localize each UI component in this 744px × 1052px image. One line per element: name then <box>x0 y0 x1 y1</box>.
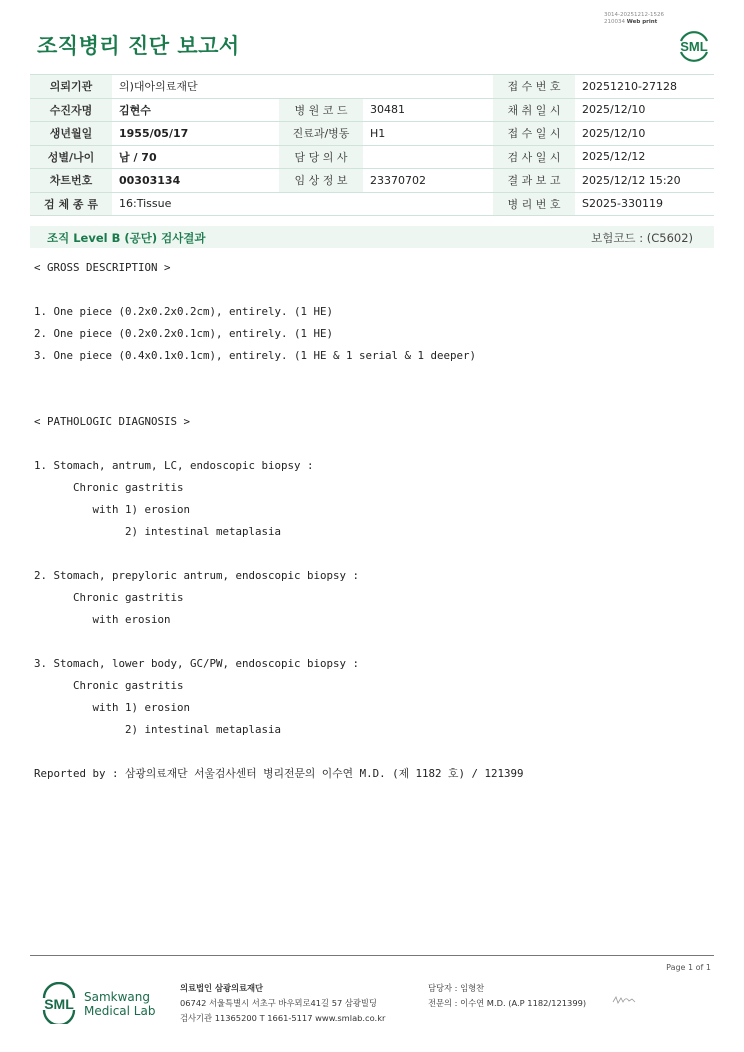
info-row <box>30 98 714 122</box>
patient-info-table <box>30 74 714 216</box>
info-value: 1955/05/17 <box>112 122 279 146</box>
report-line <box>34 437 523 459</box>
info-value: 2025/12/10 <box>575 122 714 146</box>
info-label: 성별/나이 <box>30 145 112 169</box>
report-line <box>34 547 523 569</box>
report-line: Chronic gastritis <box>34 679 184 692</box>
info-value: 김현수 <box>112 98 279 122</box>
info-label: 접 수 번 호 <box>493 75 575 99</box>
print-code <box>604 12 664 26</box>
report-line: < PATHOLOGIC DIAGNOSIS > <box>34 415 191 428</box>
organization-info <box>180 981 385 1026</box>
report-line: < GROSS DESCRIPTION > <box>34 261 171 274</box>
brand-line2: Medical Lab <box>84 1004 156 1018</box>
info-value: 2025/12/12 15:20 <box>575 169 714 193</box>
org-contact: 검사기관 11365200 T 1661-5117 www.smlab.co.kr <box>180 1013 386 1023</box>
info-label: 진료과/병동 <box>279 122 363 146</box>
info-label: 채 취 일 시 <box>493 98 575 122</box>
report-line: 3. Stomach, lower body, GC/PW, endoscopic biopsy : <box>34 657 360 670</box>
info-label: 검 체 종 류 <box>30 192 112 216</box>
info-value: 00303134 <box>112 169 279 193</box>
sml-footer-logo <box>37 982 81 1024</box>
info-value: 의)대아의료재단 <box>112 75 279 99</box>
print-code-line2: 210034 Web print <box>604 19 658 25</box>
report-line: 2) intestinal metaplasia <box>34 723 282 736</box>
info-row <box>30 122 714 146</box>
signature-icon <box>612 995 636 1005</box>
report-line: 2. One piece (0.2x0.2x0.1cm), entirely. (1 HE) <box>34 327 334 340</box>
staff-info <box>428 981 586 1011</box>
info-label <box>279 75 363 99</box>
print-code-line1: 3014-20251212-1526 <box>604 12 664 18</box>
report-line: 1. One piece (0.2x0.2x0.2cm), entirely. (1 HE) <box>34 305 334 318</box>
report-line: with 1) erosion <box>34 701 191 714</box>
info-label: 검 사 일 시 <box>493 145 575 169</box>
brand-name <box>84 990 155 1018</box>
report-line <box>34 393 523 415</box>
report-line: 2. Stomach, prepyloric antrum, endoscopic biopsy : <box>34 569 360 582</box>
footer-divider <box>30 955 714 956</box>
report-body <box>34 261 523 789</box>
report-line: with 1) erosion <box>34 503 191 516</box>
info-value: 남 / 70 <box>112 145 279 169</box>
info-label: 생년월일 <box>30 122 112 146</box>
info-value: 20251210-27128 <box>575 75 714 99</box>
report-line <box>34 635 523 657</box>
result-section-header <box>30 226 714 248</box>
info-row <box>30 75 714 99</box>
report-line <box>34 283 523 305</box>
report-line: with erosion <box>34 613 171 626</box>
report-line: Reported by : 삼광의료재단 서울검사센터 병리전문의 이수연 M.D. (제 1182 호) / 121399 <box>34 767 524 780</box>
page-number: Page 1 of 1 <box>666 963 711 972</box>
report-line: 3. One piece (0.4x0.1x0.1cm), entirely. (1 HE & 1 serial & 1 deeper) <box>34 349 477 362</box>
info-value <box>363 192 493 216</box>
info-label: 임 상 정 보 <box>279 169 363 193</box>
staff-specialist: 전문의 : 이수연 M.D. (A.P 1182/121399) <box>428 998 587 1008</box>
report-line <box>34 745 523 767</box>
report-line: Chronic gastritis <box>34 481 184 494</box>
info-label: 접 수 일 시 <box>493 122 575 146</box>
org-name: 의료법인 삼광의료재단 <box>180 983 264 993</box>
report-line <box>34 371 523 393</box>
info-label: 병 리 번 호 <box>493 192 575 216</box>
info-value: S2025-330119 <box>575 192 714 216</box>
info-value: H1 <box>363 122 493 146</box>
info-value: 23370702 <box>363 169 493 193</box>
report-line: 2) intestinal metaplasia <box>34 525 282 538</box>
staff-manager: 담당자 : 임형찬 <box>428 983 485 993</box>
report-line: 1. Stomach, antrum, LC, endoscopic biopsy : <box>34 459 314 472</box>
info-label: 병 원 코 드 <box>279 98 363 122</box>
info-value <box>363 75 493 99</box>
info-value <box>363 145 493 169</box>
info-label: 결 과 보 고 <box>493 169 575 193</box>
report-title: 조직병리 진단 보고서 <box>37 34 240 58</box>
svg-text:SML: SML <box>44 996 74 1012</box>
insurance-code: 보험코드 : (C5602) <box>591 231 693 245</box>
info-label <box>279 192 363 216</box>
info-label: 담 당 의 사 <box>279 145 363 169</box>
info-label: 의뢰기관 <box>30 75 112 99</box>
info-value: 2025/12/10 <box>575 98 714 122</box>
org-address: 06742 서울특별시 서초구 바우뫼로41길 57 삼광빌딩 <box>180 998 377 1008</box>
info-label: 수진자명 <box>30 98 112 122</box>
info-value: 2025/12/12 <box>575 145 714 169</box>
sml-logo <box>674 26 714 64</box>
info-row <box>30 145 714 169</box>
brand-line1: Samkwang <box>84 990 150 1004</box>
info-row <box>30 192 714 216</box>
info-label: 차트번호 <box>30 169 112 193</box>
section-title: 조직 Level B (공단) 검사결과 <box>47 231 206 245</box>
svg-text:SML: SML <box>680 39 708 54</box>
info-value: 16:Tissue <box>112 192 279 216</box>
report-line: Chronic gastritis <box>34 591 184 604</box>
info-row <box>30 169 714 193</box>
info-value: 30481 <box>363 98 493 122</box>
